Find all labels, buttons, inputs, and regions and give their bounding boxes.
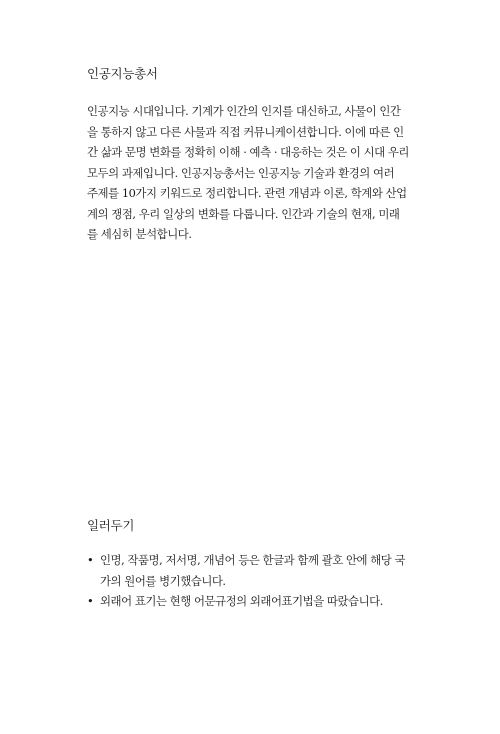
series-description-line: 을 통하지 않고 다른 사물과 직접 커뮤니케이션합니다. 이에 따른 인 bbox=[87, 124, 404, 139]
series-description bbox=[87, 101, 417, 245]
list-item bbox=[87, 591, 417, 612]
notes-list bbox=[87, 550, 417, 612]
series-description-line: 를 세심히 분석합니다. bbox=[87, 227, 192, 241]
series-description-line: 간 삶과 문명 변화를 정확히 이해 · 예측 · 대응하는 것은 이 시대 우리 bbox=[87, 145, 409, 159]
series-introduction bbox=[87, 64, 417, 245]
list-item bbox=[87, 550, 417, 591]
note-line: 인명, 작품명, 저서명, 개념어 등은 한글과 함께 괄호 안에 해당 국 bbox=[100, 553, 406, 567]
series-description-line: 계의 쟁점, 우리 일상의 변화를 다룹니다. 인간과 기술의 현재, 미래 bbox=[87, 206, 400, 221]
note-line: 가의 원어를 병기했습니다. bbox=[100, 573, 226, 588]
editorial-notes bbox=[87, 516, 417, 612]
notes-title: 일러두기 bbox=[87, 518, 135, 533]
bullet-icon: • bbox=[87, 594, 94, 608]
series-title: 인공지능총서 bbox=[87, 66, 158, 81]
bullet-icon: • bbox=[87, 553, 94, 567]
series-description-line: 주제를 10가지 키워드로 정리합니다. 관련 개념과 이론, 학계와 산업 bbox=[87, 186, 407, 200]
series-description-line: 인공지능 시대입니다. 기계가 인간의 인지를 대신하고, 사물이 인간 bbox=[87, 104, 401, 118]
series-description-line: 모두의 과제입니다. 인공지능총서는 인공지능 기술과 환경의 여러 bbox=[87, 165, 395, 180]
note-line: 외래어 표기는 현행 어문규정의 외래어표기법을 따랐습니다. bbox=[100, 594, 383, 608]
